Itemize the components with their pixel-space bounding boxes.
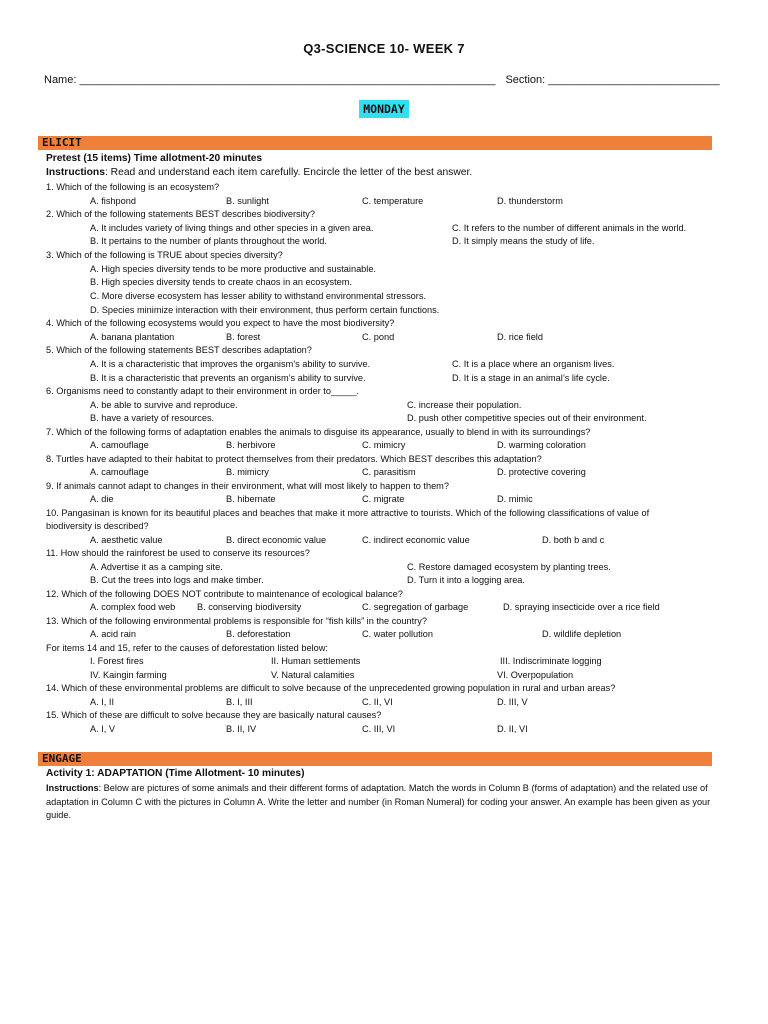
question-8: 8. Turtles have adapted to their habitat to protect themselves from their predators. Which BEST describes this adaptation? xyxy=(46,454,542,464)
option[interactable]: C. It refers to the number of different animals in the world. xyxy=(452,223,687,233)
page-title: Q3-SCIENCE 10- WEEK 7 xyxy=(303,41,465,56)
option[interactable]: D. both b and c xyxy=(542,535,605,545)
day-label: MONDAY xyxy=(359,100,409,118)
option[interactable]: A. camouflage xyxy=(90,467,149,477)
option[interactable]: D. spraying insecticide over a rice field xyxy=(503,602,660,612)
option[interactable]: B. II, IV xyxy=(226,724,257,734)
question-4: 4. Which of the following ecosystems would you expect to have the most biodiversity? xyxy=(46,318,395,328)
option[interactable]: A. Advertise it as a camping site. xyxy=(90,562,223,572)
option[interactable]: B. I, III xyxy=(226,697,253,707)
engage-instructions-label: Instructions xyxy=(46,783,99,793)
option[interactable]: C. parasitism xyxy=(362,467,416,477)
question-9: 9. If animals cannot adapt to changes in their environment, what will most likely to happen to them? xyxy=(46,481,449,491)
option[interactable]: A. complex food web xyxy=(90,602,176,612)
elicit-instructions xyxy=(46,167,472,178)
option[interactable]: C. indirect economic value xyxy=(362,535,470,545)
option[interactable]: C. water pollution xyxy=(362,629,433,639)
question-10: 10. Pangasinan is known for its beautiful places and beaches that make it more attractive to tourists. Which of the following classifications of value of xyxy=(46,508,650,518)
option[interactable]: B. It is a characteristic that prevents an organism’s ability to survive. xyxy=(90,373,366,383)
cause-item: III. Indiscriminate logging xyxy=(500,656,602,666)
engage-instructions-text: : Below are pictures of some animals and their different forms of adaptation. Match the words in Column B (forms of adaptation) and the related use of adaptation in Column C with the pictures in Column A. Write the letter and number (in Roman Numeral) for coding your answer. An example has been given as your guide. xyxy=(46,783,711,820)
option[interactable]: A. banana plantation xyxy=(90,332,175,342)
option[interactable]: B. mimicry xyxy=(226,467,269,477)
option[interactable]: C. mimicry xyxy=(362,440,406,450)
option[interactable]: C. pond xyxy=(362,332,395,342)
option[interactable]: D. protective covering xyxy=(497,467,586,477)
option[interactable]: D. rice field xyxy=(497,332,543,342)
option[interactable]: C. migrate xyxy=(362,494,405,504)
option[interactable]: D. Turn it into a logging area. xyxy=(407,575,525,585)
option[interactable]: D. Species minimize interaction with their environment, thus perform certain functions. xyxy=(90,305,440,315)
option[interactable]: A. camouflage xyxy=(90,440,149,450)
option[interactable]: B. High species diversity tends to create chaos in an ecosystem. xyxy=(90,277,352,287)
option[interactable]: B. It pertains to the number of plants throughout the world. xyxy=(90,236,327,246)
question-5: 5. Which of the following statements BEST describes adaptation? xyxy=(46,345,312,355)
option[interactable]: D. mimic xyxy=(497,494,533,504)
option[interactable]: B. hibernate xyxy=(226,494,276,504)
causes-intro: For items 14 and 15, refer to the causes of deforestation listed below: xyxy=(46,643,328,653)
option[interactable]: A. be able to survive and reproduce. xyxy=(90,400,238,410)
option[interactable]: C. Restore damaged ecosystem by planting trees. xyxy=(407,562,611,572)
option[interactable]: C. segregation of garbage xyxy=(362,602,469,612)
activity-heading: Activity 1: ADAPTATION (Time Allotment- 10 minutes) xyxy=(46,768,305,779)
option[interactable]: D. push other competitive species out of their environment. xyxy=(407,413,647,423)
cause-item: I. Forest fires xyxy=(90,656,144,666)
option[interactable]: C. temperature xyxy=(362,196,424,206)
question-6: 6. Organisms need to constantly adapt to their environment in order to_____. xyxy=(46,386,360,396)
option[interactable]: B. Cut the trees into logs and make timber. xyxy=(90,575,264,585)
question-3: 3. Which of the following is TRUE about species diversity? xyxy=(46,250,283,260)
option[interactable]: A. fishpond xyxy=(90,196,136,206)
option[interactable]: D. thunderstorm xyxy=(497,196,563,206)
option[interactable]: D. warming coloration xyxy=(497,440,586,450)
engage-instructions xyxy=(46,782,722,823)
question-10-cont: biodiversity is described? xyxy=(46,521,149,531)
option[interactable]: A. acid rain xyxy=(90,629,136,639)
question-11: 11. How should the rainforest be used to conserve its resources? xyxy=(46,548,310,558)
engage-section-bar: ENGAGE xyxy=(38,752,712,766)
cause-item: II. Human settlements xyxy=(271,656,361,666)
option[interactable]: A. I, II xyxy=(90,697,114,707)
option[interactable]: B. direct economic value xyxy=(226,535,327,545)
option[interactable]: C. III, VI xyxy=(362,724,396,734)
elicit-section-bar: ELICIT xyxy=(38,136,712,150)
name-field[interactable]: Name: ____________________________________________________________________ xyxy=(44,74,496,86)
pretest-heading: Pretest (15 items) Time allotment-20 minutes xyxy=(46,153,263,164)
option[interactable]: B. deforestation xyxy=(226,629,291,639)
option[interactable]: A. I, V xyxy=(90,724,116,734)
option[interactable]: B. conserving biodiversity xyxy=(197,602,302,612)
option[interactable]: A. High species diversity tends to be more productive and sustainable. xyxy=(90,264,376,274)
option[interactable]: D. It simply means the study of life. xyxy=(452,236,595,246)
option[interactable]: D. wildlife depletion xyxy=(542,629,622,639)
question-15: 15. Which of these are difficult to solve because they are basically natural causes? xyxy=(46,710,382,720)
cause-item: VI. Overpopulation xyxy=(497,670,574,680)
option[interactable]: B. have a variety of resources. xyxy=(90,413,215,423)
option[interactable]: B. forest xyxy=(226,332,261,342)
option[interactable]: B. herbivore xyxy=(226,440,276,450)
option[interactable]: A. It includes variety of living things and other species in a given area. xyxy=(90,223,374,233)
question-14: 14. Which of these environmental problems are difficult to solve because of the unprecedented growing population in rural and urban areas? xyxy=(46,683,616,693)
option[interactable]: A. aesthetic value xyxy=(90,535,163,545)
option[interactable]: C. increase their population. xyxy=(407,400,522,410)
name-section-line xyxy=(44,74,724,86)
cause-item: IV. Kaingin farming xyxy=(90,670,167,680)
option[interactable]: C. More diverse ecosystem has lesser ability to withstand environmental stressors. xyxy=(90,291,426,301)
instructions-text: : Read and understand each item carefully. Encircle the letter of the best answer. xyxy=(104,167,473,178)
option[interactable]: D. II, VI xyxy=(497,724,528,734)
instructions-label: Instructions xyxy=(46,167,105,178)
option[interactable]: D. It is a stage in an animal’s life cycle. xyxy=(452,373,610,383)
cause-item: V. Natural calamities xyxy=(271,670,355,680)
question-2: 2. Which of the following statements BEST describes biodiversity? xyxy=(46,209,315,219)
option[interactable]: D. III, V xyxy=(497,697,528,707)
option[interactable]: C. II, VI xyxy=(362,697,393,707)
question-13: 13. Which of the following environmental problems is responsible for “fish kills” in the country? xyxy=(46,616,427,626)
option[interactable]: C. It is a place where an organism lives. xyxy=(452,359,615,369)
option[interactable]: A. die xyxy=(90,494,114,504)
option[interactable]: B. sunlight xyxy=(226,196,269,206)
day-heading-wrap xyxy=(0,100,768,118)
question-1: 1. Which of the following is an ecosystem? xyxy=(46,182,220,192)
option[interactable]: A. It is a characteristic that improves the organism’s ability to survive. xyxy=(90,359,371,369)
question-7: 7. Which of the following forms of adaptation enables the animals to disguise its appearance, usually to blend in with its surroundings? xyxy=(46,427,591,437)
question-12: 12. Which of the following DOES NOT contribute to maintenance of ecological balance? xyxy=(46,589,403,599)
section-field[interactable]: Section: ____________________________ xyxy=(505,74,720,86)
